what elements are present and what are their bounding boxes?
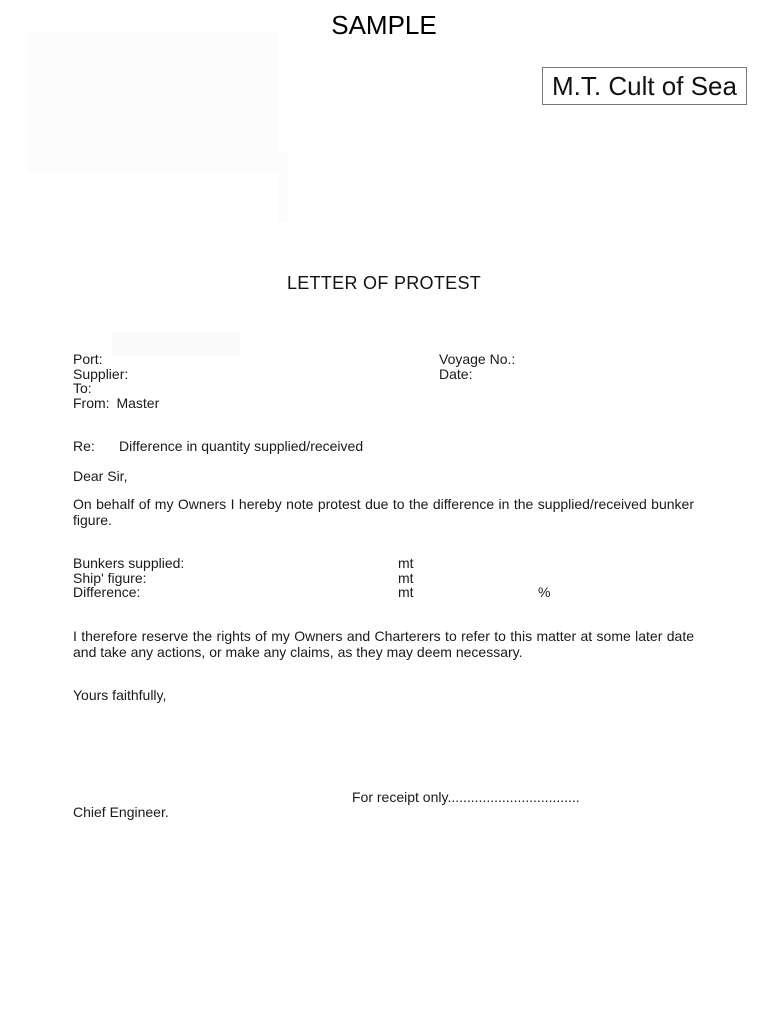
sample-watermark: SAMPLE	[331, 10, 437, 40]
field-port	[73, 352, 103, 367]
field-supplier-label: Supplier:	[73, 366, 129, 382]
qty-ship-figure-label: Ship' figure:	[73, 570, 147, 586]
salutation: Dear Sir,	[73, 468, 128, 484]
subject-label: Re:	[73, 438, 95, 454]
field-from	[73, 396, 159, 411]
document-title: LETTER OF PROTEST	[286, 273, 482, 293]
field-from-value: Master	[116, 395, 160, 411]
faded-stamp-area	[28, 32, 278, 172]
field-port-label: Port:	[73, 351, 103, 367]
field-date-label: Date:	[439, 366, 473, 382]
qty-difference-label: Difference:	[73, 584, 141, 600]
qty-difference-percent: %	[538, 584, 551, 600]
paragraph-protest: On behalf of my Owners I hereby note protest due to the difference in the supplied/received bunker figure.	[73, 496, 694, 528]
signature-chief-engineer: Chief Engineer.	[73, 804, 169, 820]
vessel-name-box: M.T. Cult of Sea	[542, 67, 747, 105]
closing: Yours faithfully,	[73, 687, 167, 703]
field-date	[439, 367, 472, 382]
field-voyage-no	[439, 352, 515, 367]
qty-ship-figure-unit: mt	[398, 570, 414, 586]
receipt-line: For receipt only..................................	[352, 789, 580, 805]
paragraph-reservation: I therefore reserve the rights of my Owners and Charterers to refer to this matter at some later date and take any actions, or make any claims, as they may deem necessary.	[73, 628, 694, 660]
subject-text: Difference in quantity supplied/received	[119, 438, 364, 454]
qty-supplied-label: Bunkers supplied:	[73, 555, 185, 571]
field-to	[73, 381, 92, 396]
faded-stamp-edge	[278, 152, 288, 222]
field-to-label: To:	[73, 380, 92, 396]
field-voyage-no-label: Voyage No.:	[439, 351, 516, 367]
faded-mark	[112, 332, 240, 356]
qty-difference-unit: mt	[398, 584, 414, 600]
field-from-label: From:	[73, 395, 110, 411]
qty-supplied-unit: mt	[398, 555, 414, 571]
